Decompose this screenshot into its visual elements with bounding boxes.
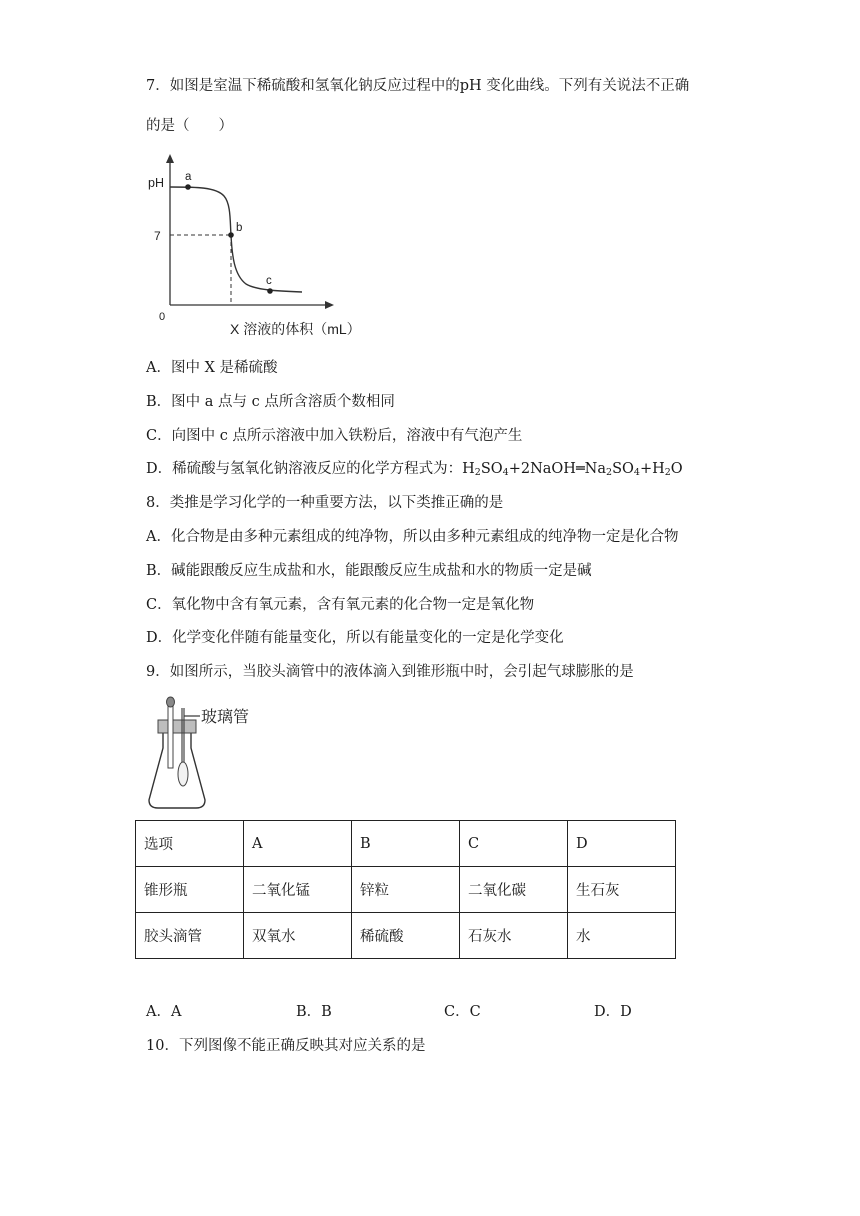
- table-row: [136, 867, 676, 913]
- table-row: [136, 821, 676, 867]
- point-c-dot: [267, 288, 273, 294]
- q9-answer-a: A．A: [146, 1004, 182, 1020]
- q7-option-a: A．图中 X 是稀硫酸: [146, 360, 278, 376]
- point-b-label: b: [236, 222, 243, 234]
- equation: $H_2SO_4+2NaOH═Na_2SO_4+H_2O$: [462, 461, 683, 478]
- q8-option-c: C．氧化物中含有氧元素，含有氧元素的化合物一定是氧化物: [146, 597, 535, 613]
- origin-label: 0: [159, 311, 166, 323]
- x-axis-arrow: [325, 301, 334, 309]
- point-a-label: a: [185, 171, 192, 183]
- table-cell: 胶头滴管: [136, 913, 244, 959]
- point-b-dot: [228, 232, 234, 238]
- q7-stem-line1: 7．如图是室温下稀硫酸和氢氧化钠反应过程中的pH 变化曲线。下列有关说法不正确: [146, 78, 690, 94]
- q7-ph-curve-figure: [146, 150, 366, 344]
- q9-answer-b: B．B: [296, 1004, 332, 1020]
- q9-answer-c: C．C: [444, 1004, 481, 1020]
- flask: [149, 726, 205, 808]
- q7-option-c: C．向图中 c 点所示溶液中加入铁粉后，溶液中有气泡产生: [146, 428, 523, 444]
- q10-stem: 10．下列图像不能正确反映其对应关系的是: [146, 1038, 426, 1054]
- table-cell: 双氧水: [244, 913, 352, 959]
- table-cell: 稀硫酸: [352, 913, 460, 959]
- glass-tube-label: 玻璃管: [201, 707, 250, 726]
- q8-option-b: B．碱能跟酸反应生成盐和水，能跟酸反应生成盐和水的物质一定是碱: [146, 563, 592, 579]
- point-a-dot: [185, 184, 191, 190]
- point-c-label: c: [266, 275, 272, 287]
- q7-option-d: [146, 457, 683, 478]
- table-cell: 二氧化碳: [460, 867, 568, 913]
- table-cell: 生石灰: [568, 867, 676, 913]
- table-cell: C: [460, 821, 568, 867]
- q8-option-a: A．化合物是由多种元素组成的纯净物，所以由多种元素组成的纯净物一定是化合物: [146, 529, 679, 545]
- table-row: [136, 913, 676, 959]
- y-tick-7: 7: [154, 229, 161, 243]
- table-cell: 二氧化锰: [244, 867, 352, 913]
- q7-option-b: B．图中 a 点与 c 点所含溶质个数相同: [146, 394, 395, 410]
- q9-options-table: [135, 820, 676, 959]
- q9-answer-d: D．D: [594, 1004, 632, 1020]
- q8-option-d: D．化学变化伴随有能量变化，所以有能量变化的一定是化学变化: [146, 630, 564, 646]
- table-cell: 锥形瓶: [136, 867, 244, 913]
- q9-stem: 9．如图所示，当胶头滴管中的液体滴入到锥形瓶中时，会引起气球膨胀的是: [146, 664, 634, 680]
- q9-flask-apparatus-figure: [146, 692, 296, 816]
- dropper-bulb: [167, 697, 175, 707]
- x-axis-label: X 溶液的体积（mL）: [230, 321, 361, 337]
- table-cell: A: [244, 821, 352, 867]
- ph-curve: [170, 187, 302, 292]
- table-cell: 石灰水: [460, 913, 568, 959]
- y-axis-arrow: [166, 154, 174, 163]
- q7-option-d-text: D．稀硫酸与氢氧化钠溶液反应的化学方程式为：: [146, 461, 463, 477]
- dropper-tube: [168, 706, 173, 768]
- table-cell: 选项: [136, 821, 244, 867]
- stopper: [158, 720, 196, 733]
- table-cell: B: [352, 821, 460, 867]
- table-cell: 水: [568, 913, 676, 959]
- q7-stem-line2: 的是（ ）: [146, 118, 233, 134]
- table-cell: D: [568, 821, 676, 867]
- table-cell: 锌粒: [352, 867, 460, 913]
- balloon: [178, 762, 188, 786]
- y-axis-label: pH: [148, 176, 164, 190]
- q8-stem: 8．类推是学习化学的一种重要方法，以下类推正确的是: [146, 495, 504, 511]
